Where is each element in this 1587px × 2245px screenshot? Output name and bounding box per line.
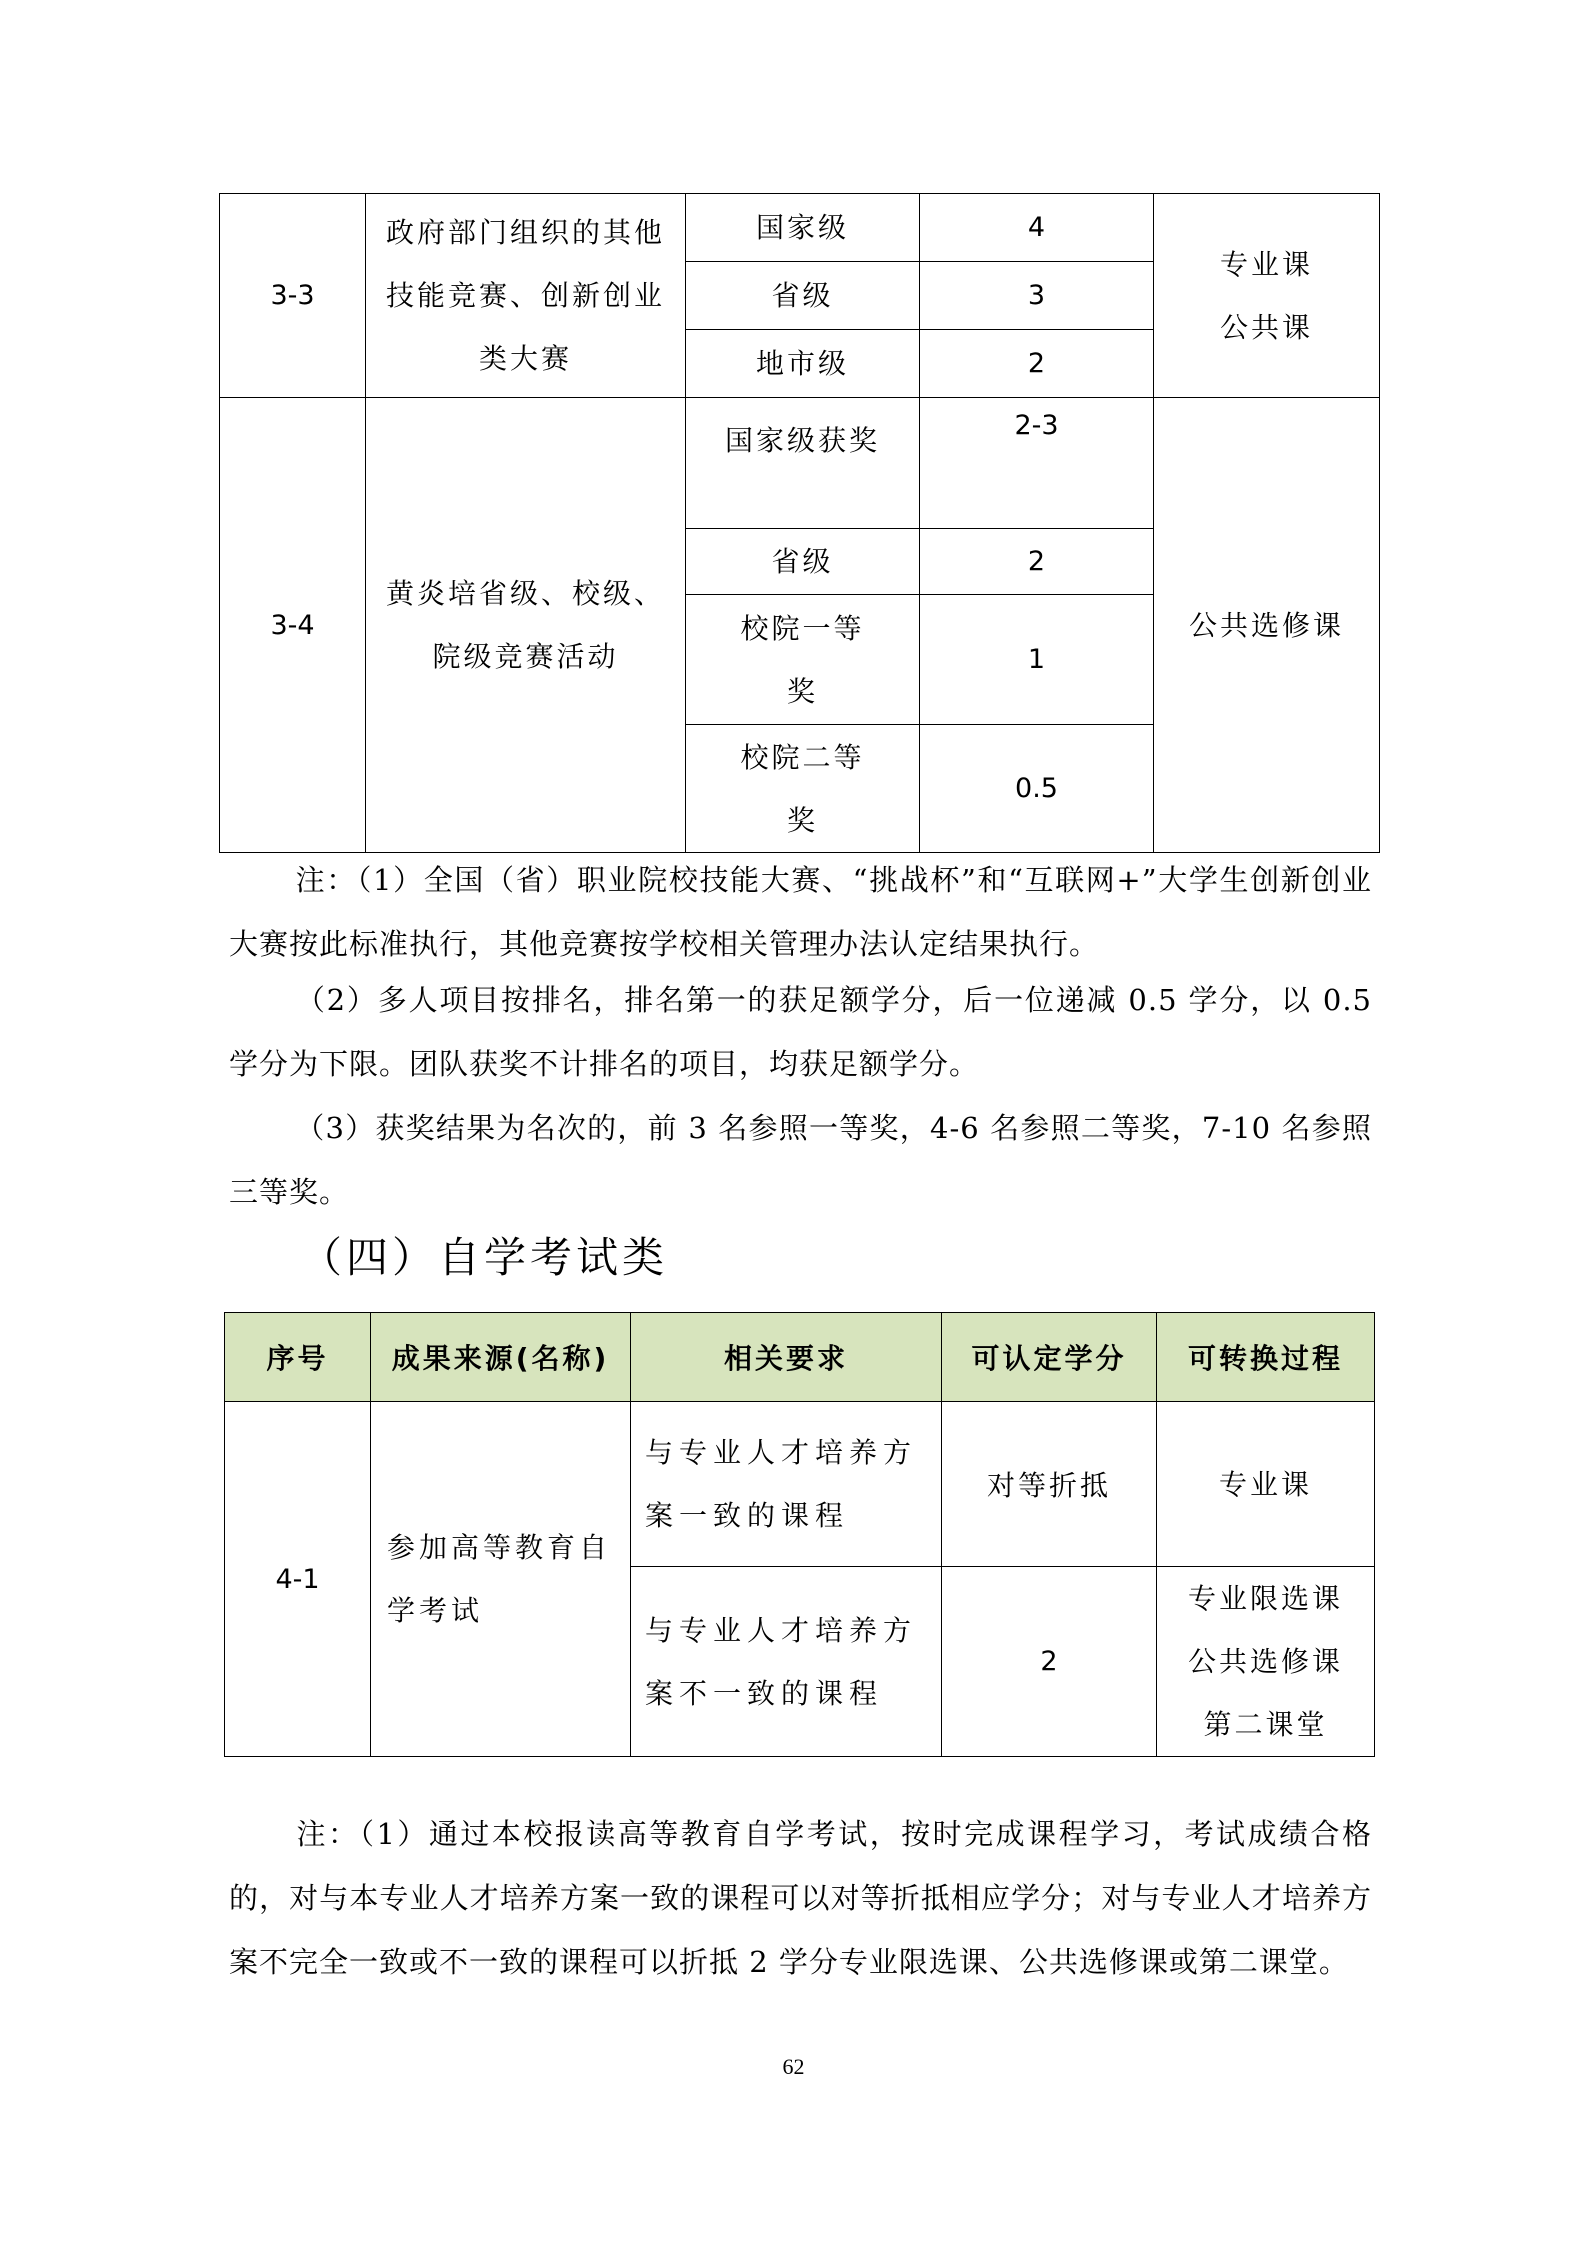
achievement-source: 参加高等教育自学考试 bbox=[371, 1402, 631, 1757]
convert-courses bbox=[1154, 398, 1380, 853]
row-id: 4-1 bbox=[225, 1402, 371, 1757]
table-row bbox=[220, 398, 1380, 529]
credit-value: 4 bbox=[920, 194, 1154, 262]
credit-value: 2 bbox=[920, 330, 1154, 398]
table-row bbox=[225, 1402, 1375, 1567]
requirement: 与专业人才培养方案不一致的课程 bbox=[631, 1567, 942, 1757]
note-paragraph bbox=[229, 1802, 1372, 1994]
convert-item: 公共选修课 bbox=[1187, 1645, 1343, 1678]
convert-item: 专业课 bbox=[1219, 247, 1313, 281]
requirement: 与专业人才培养方案一致的课程 bbox=[631, 1402, 942, 1567]
row-id: 3-4 bbox=[220, 398, 366, 853]
column-header: 可转换过程 bbox=[1157, 1313, 1375, 1402]
convert-courses bbox=[1154, 194, 1380, 398]
note-text: 注：（1）通过本校报读高等教育自学考试，按时完成课程学习，考试成绩合格的，对与本专业人才培养方案一致的课程可以对等折抵相应学分；对与专业人才培养方案不完全一致或不一致的课程可以折抵 2 学分专业限选课、公共选修课或第二课堂。 bbox=[229, 1817, 1372, 1979]
column-header: 序号 bbox=[225, 1313, 371, 1402]
convert-courses bbox=[1157, 1402, 1375, 1567]
award-level: 地市级 bbox=[686, 330, 920, 398]
note-text: 注：（1）全国（省）职业院校技能大赛、“挑战杯”和“互联网+”大学生创新创业大赛按此标准执行，其他竞赛按学校相关管理办法认定结果执行。 bbox=[229, 863, 1372, 961]
note-paragraph bbox=[229, 968, 1372, 1096]
credit-value: 0.5 bbox=[920, 725, 1154, 853]
note-paragraph bbox=[229, 1096, 1372, 1224]
table-header-row bbox=[225, 1313, 1375, 1402]
convert-item: 公共课 bbox=[1219, 310, 1313, 344]
page-number: 62 bbox=[782, 2054, 805, 2079]
convert-item: 第二课堂 bbox=[1203, 1708, 1328, 1741]
column-header: 可认定学分 bbox=[942, 1313, 1157, 1402]
convert-courses bbox=[1157, 1567, 1375, 1757]
competition-name: 黄炎培省级、校级、院级竞赛活动 bbox=[366, 398, 686, 853]
self-study-table bbox=[224, 1312, 1375, 1757]
competition-name: 政府部门组织的其他技能竞赛、创新创业类大赛 bbox=[366, 194, 686, 398]
award-level: 省级 bbox=[686, 529, 920, 595]
convert-item: 专业课 bbox=[1218, 1467, 1312, 1501]
convert-item: 公共选修课 bbox=[1188, 608, 1344, 642]
credit-value: 2-3 bbox=[920, 398, 1154, 529]
award-level: 省级 bbox=[686, 262, 920, 330]
row-id: 3-3 bbox=[220, 194, 366, 398]
column-header: 成果来源(名称) bbox=[371, 1313, 631, 1402]
note-text: （2）多人项目按排名，排名第一的获足额学分，后一位递减 0.5 学分，以 0.5 学分为下限。团队获奖不计排名的项目，均获足额学分。 bbox=[229, 983, 1372, 1081]
section-heading: （四）自学考试类 bbox=[300, 1233, 669, 1282]
award-level: 校院二等奖 bbox=[686, 725, 920, 853]
credit-value: 1 bbox=[920, 595, 1154, 725]
award-level: 国家级获奖 bbox=[686, 398, 920, 529]
award-level: 国家级 bbox=[686, 194, 920, 262]
note-text: （3）获奖结果为名次的，前 3 名参照一等奖，4-6 名参照二等奖，7-10 名参照三等奖。 bbox=[229, 1111, 1372, 1209]
credit-value: 对等折抵 bbox=[942, 1402, 1157, 1567]
credit-value: 3 bbox=[920, 262, 1154, 330]
credit-value: 2 bbox=[920, 529, 1154, 595]
column-header: 相关要求 bbox=[631, 1313, 942, 1402]
award-level: 校院一等奖 bbox=[686, 595, 920, 725]
table-row bbox=[220, 194, 1380, 262]
convert-item: 专业限选课 bbox=[1187, 1582, 1343, 1615]
competition-credit-table bbox=[219, 193, 1380, 853]
note-paragraph bbox=[229, 848, 1372, 976]
credit-value: 2 bbox=[942, 1567, 1157, 1757]
